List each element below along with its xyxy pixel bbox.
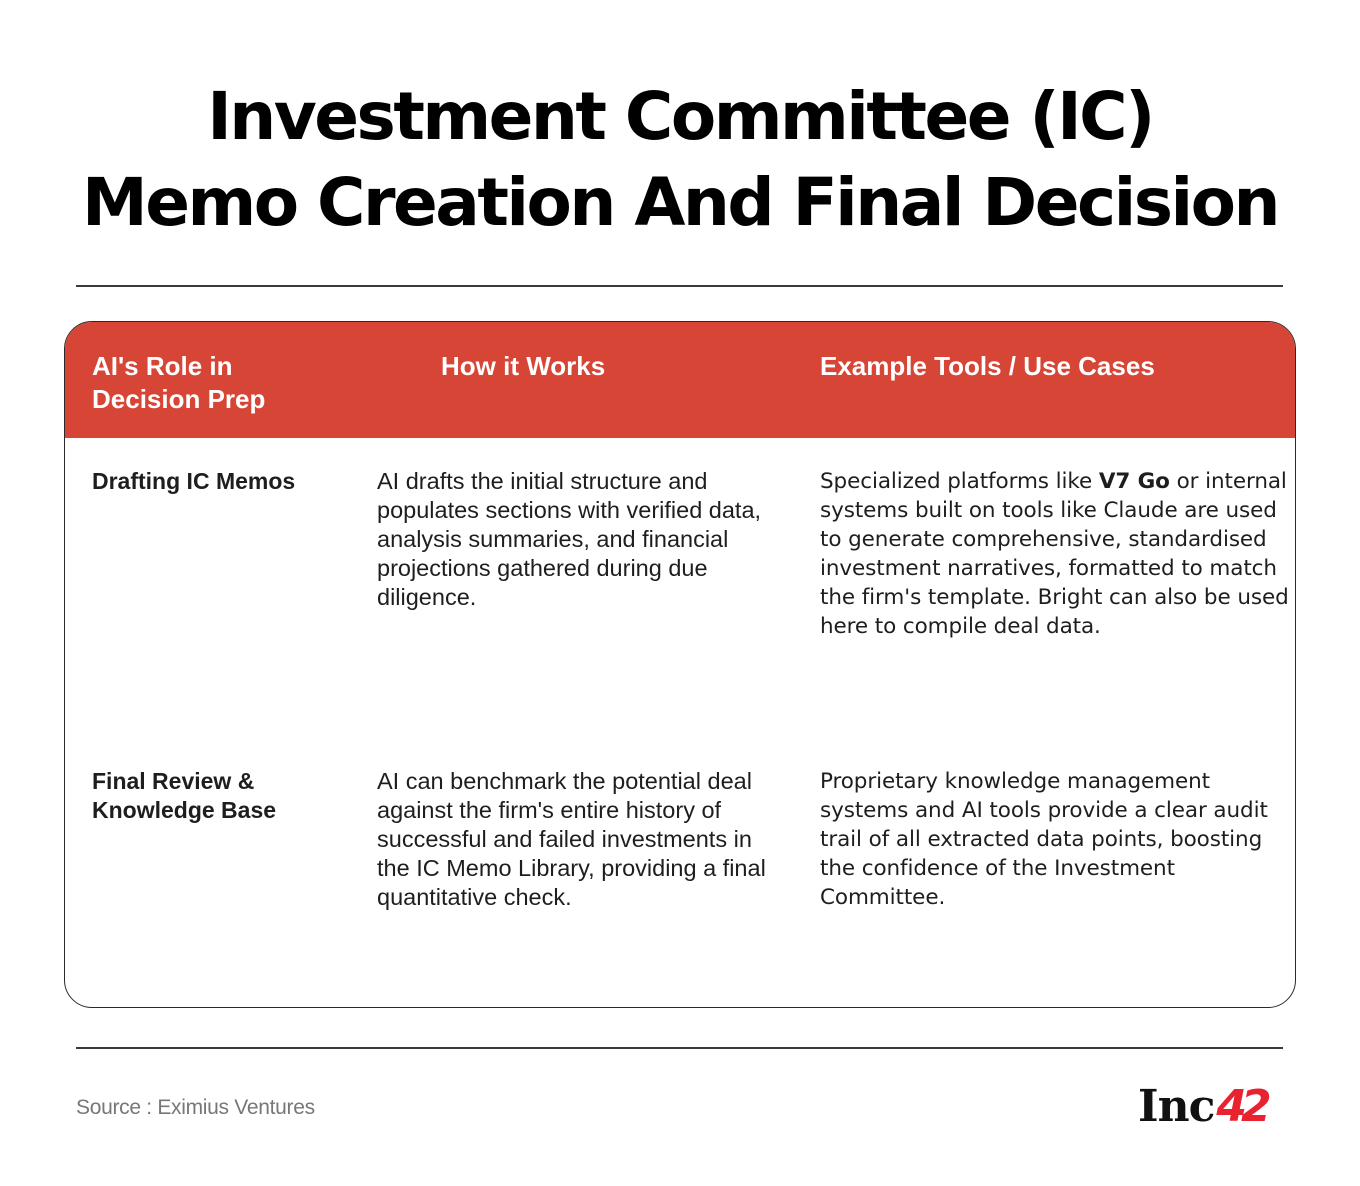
cell-how: AI drafts the initial structure and populates sections with verified data, analysis summaries, and financial projections gathered during due diligence. (377, 468, 762, 610)
logo-number: 42 (1216, 1081, 1266, 1132)
examples-text-pre: Proprietary knowledge management systems and AI tools provide a clear audit trail of all extracted data points, boosting the confidence of the Investment Committee. (820, 769, 1268, 910)
logo-wordmark: Inc (1138, 1081, 1215, 1132)
source-caption: Source : Eximius Ventures (76, 1096, 315, 1119)
bottom-divider (76, 1047, 1283, 1049)
cell-role: Final Review & Knowledge Base (92, 768, 277, 823)
title-line-2: Memo Creation And Final Decision (82, 164, 1278, 241)
examples-text-post: or internal systems built on tools like Claude are used to generate comprehensive, standardised investment narratives, formatted to match the firm's template. Bright can also be used here to compile deal data. (820, 469, 1289, 639)
cell-role: Drafting IC Memos (92, 468, 296, 494)
header-examples: Example Tools / Use Cases (820, 351, 1155, 381)
title-line-1: Investment Committee (IC) (207, 78, 1153, 155)
header-how: How it Works (441, 351, 606, 381)
header-role: AI's Role in Decision Prep (92, 351, 266, 414)
cell-how: AI can benchmark the potential deal against the firm's entire history of successful and failed investments in the IC Memo Library, providing a final quantitative check. (377, 768, 766, 910)
examples-text-pre: Specialized platforms like (820, 469, 1099, 494)
page-title (0, 74, 1360, 246)
examples-tool-highlight: V7 Go (1098, 469, 1170, 494)
table-header (65, 322, 1295, 438)
comparison-table (64, 321, 1296, 1008)
inc42-logo (1138, 1082, 1266, 1132)
cell-examples (820, 767, 1290, 912)
cell-examples (820, 467, 1290, 641)
top-divider (76, 285, 1283, 287)
